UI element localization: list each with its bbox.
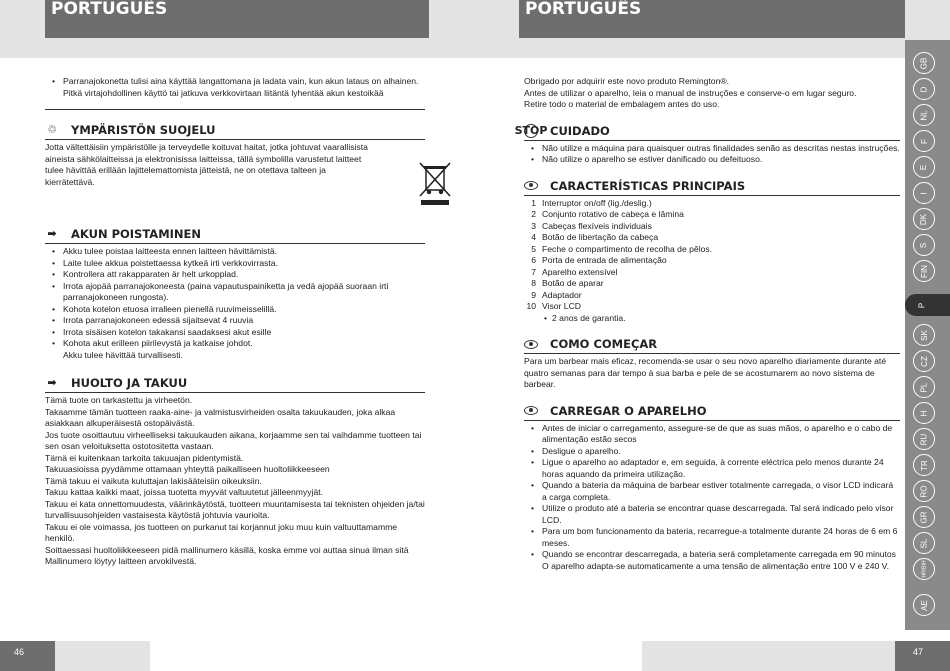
section-title: CARREGAR O APARELHO [524, 403, 900, 421]
lang-tab-tr[interactable]: TR [913, 454, 935, 476]
list-item: • Desligue o aparelho. [524, 446, 900, 458]
eye-icon [524, 340, 538, 349]
list-item: • Kohota kotelon etuosa irralleen pienellä ruuvimeisselillä. [45, 304, 425, 316]
section-title: CARACTERÍSTICAS PRINCIPAIS [524, 178, 900, 196]
service-paragraph: Takuu ei ole voimassa, jos tuotteen on purkanut tai korjannut joku muu kuin valtuuttamamme henkilö. [45, 521, 398, 543]
list-item: • Não utilize o aparelho se estiver danificado ou defeituoso. [524, 154, 900, 166]
list-item: 2 Conjunto rotativo de cabeça e lâmina [531, 209, 684, 219]
page-number: 47 [895, 641, 950, 671]
list-item: • Irrota ajopää parranajokoneesta (paina vapautuspainiketta ja vedä ajopää suoraan irti parranajokoneen rungosta). [45, 281, 425, 304]
lang-tab-e[interactable]: E [913, 156, 935, 178]
lang-tab-gb[interactable]: GB [913, 52, 935, 74]
service-paragraph: Takuu ei kata onnettomuudesta, väärinkäytöstä, tuotteen muuntamisesta tai teknisten ohjeiden ja/tai turvallisuusohjeiden vastaisesta käytöstä johtuvia vaurioita. [45, 498, 425, 520]
service-section [45, 375, 425, 568]
env-text: Jotta vältettäisiin ympäristölle ja terveydelle koituvat haitat, jotka johtuvat vaarallisista aineista sähkölaitteissa ja elektronisissa laitteissa, tällä symbolilla varustetut laitteet tulee hävittää erillään lajittelemattomista jätteistä, ne on otettava talteen ja kierrätettävä. [45, 142, 368, 187]
features-list [524, 198, 900, 313]
getting-started-section [524, 336, 900, 391]
list-item: • Akku tulee poistaa laitteesta ennen laitteen hävittämistä. [45, 246, 425, 258]
list-item: 3 Cabeças flexíveis individuais [531, 220, 652, 231]
charging-closing: O aparelho adapta-se automaticamente a uma tensão de alimentação entre 100 V e 240 V. [542, 560, 890, 571]
list-item: 8 Botão de aparar [531, 278, 604, 288]
lang-tab-ae[interactable]: AE [913, 594, 935, 616]
list-item: • Laite tulee akkua poistettaessa kytkeä irti verkkovirrasta. [45, 258, 425, 270]
lang-tab-ro[interactable]: RO [913, 480, 935, 502]
list-item: 10 Visor LCD [526, 301, 582, 311]
section-title: ➡ AKUN POISTAMINEN [45, 226, 425, 244]
features-section [524, 178, 900, 325]
service-paragraph: Takuuasioissa pyydämme ottamaan yhteyttä paikalliseen huoltoliikkeeseen [45, 464, 330, 474]
lang-tab-d[interactable]: D [913, 78, 935, 100]
service-paragraph: Tämä takuu ei vaikuta kuluttajan lakisääteisiin oikeuksiin. [45, 475, 262, 486]
list-item: 9 Adaptador [531, 289, 582, 300]
intro-bullet: • Parranajokonetta tulisi aina käyttää langattomana ja ladata vain, kun akun lataus on alhainen. Pitkä virtajohdollinen käyttö tai jatkuva verkkovirtaan liitäntä lyhentää akun kestoikää [45, 76, 425, 99]
lang-tab-cz[interactable]: CZ [913, 350, 935, 372]
service-paragraph: Takuu kattaa kaikki maat, joissa tuotetta myyvät valtuutetut jälleenmyyjät. [45, 487, 323, 497]
intro-bullets [45, 76, 425, 99]
lang-tab-nl[interactable]: NL [913, 104, 935, 126]
list-item: • Quando se encontrar descarregada, a bateria será completamente carregada em 90 minutos [524, 549, 900, 561]
right-footer [642, 641, 950, 671]
right-page-header: PORTUGUÊS [519, 0, 905, 38]
lang-tab-ru[interactable]: RU [913, 428, 935, 450]
service-paragraph: Takaamme tämän tuotteen raaka-aine- ja valmistusvirheiden osalta takuukauden, joka alkaa asiakkaan alkuperäisestä ostopäivästä. [45, 406, 396, 428]
lang-tab-p-active[interactable]: P [905, 294, 950, 316]
left-page-header: PORTUGUÊS [45, 0, 429, 38]
battery-list [45, 246, 425, 350]
intro-text: Obrigado por adquirir este novo produto Remington®. Antes de utilizar o aparelho, leia o manual de instruções e conserve-o em lugar seguro. Retire todo o material de embalagem antes do uso. [524, 76, 857, 109]
list-item: 4 Botão de libertação da cabeça [531, 232, 659, 242]
list-item: • Para um bom funcionamento da bateria, recarregue-a totalmente durante 24 horas de 6 em 6 meses. [524, 526, 900, 549]
arrow-right-icon: ➡ [47, 376, 57, 389]
right-column [514, 76, 900, 572]
env-section [45, 122, 425, 188]
lang-tab-sl[interactable]: SL [913, 532, 935, 554]
section-title: ♲ YMPÄRISTÖN SUOJELU [45, 122, 425, 140]
lang-tab-gr[interactable]: GR [913, 506, 935, 528]
list-item: • Quando a bateria da máquina de barbear estiver totalmente carregada, o visor LCD indicará a carga completa. [524, 480, 900, 503]
service-paragraph: Tämä tuote on tarkastettu ja virheetön. [45, 395, 193, 405]
list-item: • 2 anos de garantia. [542, 313, 900, 325]
lang-tab-hr-bih[interactable]: HR/BIH [913, 558, 935, 580]
list-item: 6 Porta de entrada de alimentação [531, 255, 667, 265]
crossed-bin-icon [417, 160, 453, 206]
battery-closing: Akku tulee hävittää turvallisesti. [63, 349, 183, 360]
caution-list [524, 143, 900, 166]
service-paragraph: Soittaessasi huoltoliikkeeseen pidä mallinumero käsillä, koska emme voi auttaa sinua ilman sitä [45, 544, 409, 555]
lang-tab-f[interactable]: F [913, 130, 935, 152]
charging-section [524, 403, 900, 573]
list-item: • Irrota parranajokoneen edessä sijaitsevat 4 ruuvia [45, 315, 425, 327]
eye-icon [524, 181, 538, 190]
page-number: 46 [0, 641, 55, 671]
lang-tab-pl[interactable]: PL [913, 376, 935, 398]
getting-started-text: Para um barbear mais eficaz, recomenda-se usar o seu novo aparelho diariamente durante até quatro semanas para dar tempo à sua barba e pele de se acostumarem ao novo sistema de barbear. [524, 356, 887, 389]
section-title: STOP CUIDADO [524, 123, 900, 141]
list-item: • Utilize o produto até a bateria se encontrar quase descarregada. Tal será indicado pelo visor LCD. [524, 503, 900, 526]
divider [45, 109, 425, 110]
section-title: COMO COMEÇAR [524, 336, 900, 354]
list-item: • Antes de iniciar o carregamento, assegure-se de que as suas mãos, o aparelho e o cabo de alimentação estão secos [524, 423, 900, 446]
recycle-icon: ♲ [47, 123, 57, 136]
language-tab-strip [905, 40, 950, 630]
lang-tab-s[interactable]: S [913, 234, 935, 256]
list-item: 1 Interruptor on/off (lig./deslig.) [531, 197, 652, 208]
lang-tab-fin[interactable]: FIN [913, 260, 935, 282]
features-sub [524, 313, 900, 325]
lang-tab-i[interactable]: I [913, 182, 935, 204]
lang-tab-dk[interactable]: DK [913, 208, 935, 230]
list-item: 7 Aparelho extensível [531, 266, 618, 277]
lang-tab-sk[interactable]: SK [913, 324, 935, 346]
list-item: • Kontrollera att rakapparaten är helt urkopplad. [45, 269, 425, 281]
service-paragraph: Jos tuote osoittautuu virheelliseksi takuukauden aikana, korjaamme sen tai vaihdamme tuotteen tai sen osan veloituksetta ostotositetta vastaan. [45, 429, 422, 451]
caution-section [514, 123, 900, 166]
left-footer [0, 641, 150, 671]
service-paragraph: Tämä ei kuitenkaan tarkoita takuuajan pidentymistä. [45, 452, 244, 463]
env-body [45, 142, 425, 188]
arrow-right-icon: ➡ [47, 227, 57, 240]
section-title: ➡ HUOLTO JA TAKUU [45, 375, 425, 393]
list-item: 5 Feche o compartimento de recolha de pêlos. [531, 243, 713, 254]
battery-section [45, 226, 425, 361]
service-paragraph: Mallinumero löytyy laitteen arvokilvestä. [45, 556, 197, 566]
stop-icon: STOP [514, 123, 548, 137]
list-item: • Kohota akut erilleen piirilevystä ja katkaise johdot. [45, 338, 425, 350]
lang-tab-h[interactable]: H [913, 402, 935, 424]
charging-list [524, 423, 900, 561]
eye-icon [524, 406, 538, 415]
left-column [45, 76, 425, 568]
list-item: • Ligue o aparelho ao adaptador e, em seguida, à corrente eléctrica pelo menos durante 24 horas aquando da primeira utilização. [524, 457, 900, 480]
list-item: • Irrota sisäisen kotelon takakansi saadaksesi akut esille [45, 327, 425, 339]
list-item: • Não utilize a máquina para quaisquer outras finalidades senão as descritas nestas instruções. [524, 143, 900, 155]
